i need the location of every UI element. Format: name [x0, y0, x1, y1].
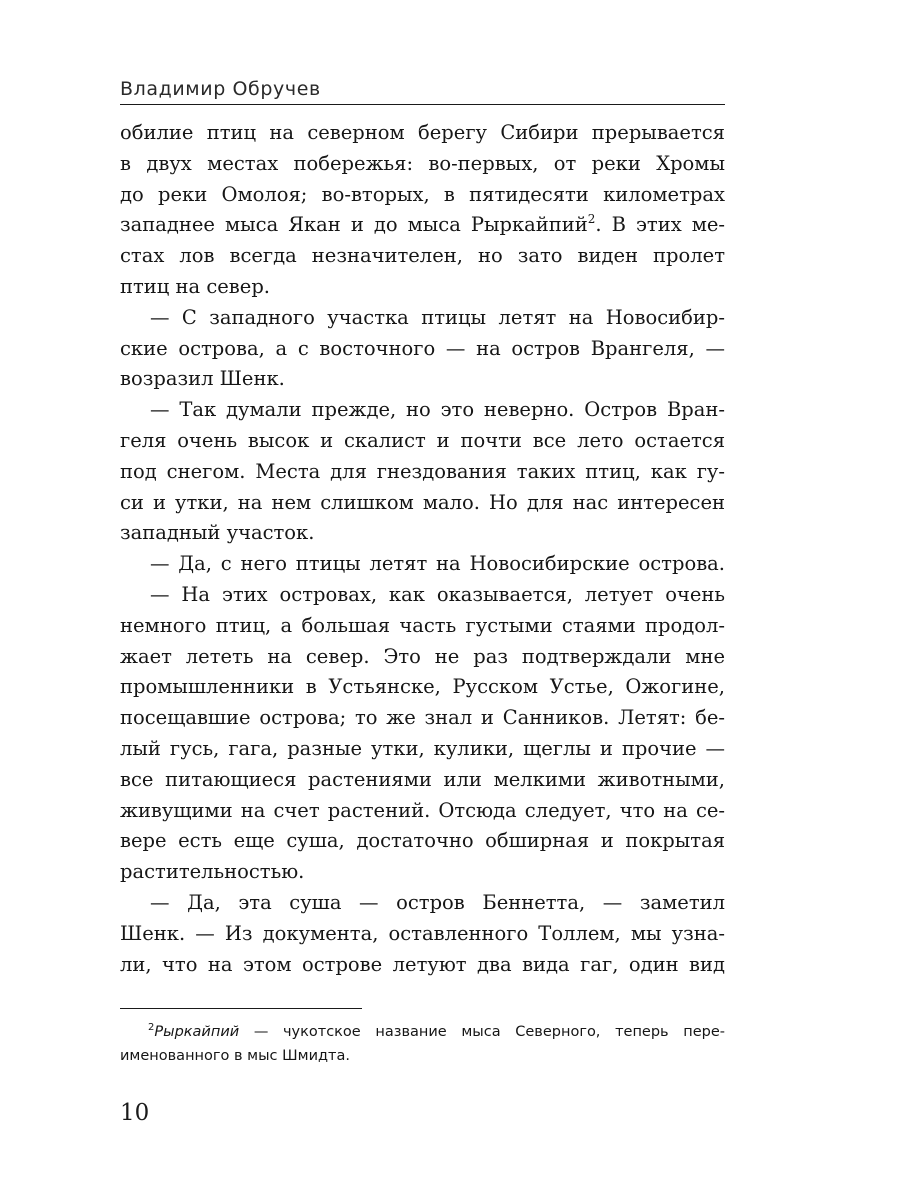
text-line: в двух местах побережья: во-первых, от реки Хромы	[120, 151, 725, 175]
page-number: 10	[120, 1100, 150, 1126]
footnote-line	[120, 1020, 725, 1044]
text-line-with-footnote-ref	[120, 210, 725, 241]
text-line: промышленники в Устьянске, Русском Устье, Ожогине,	[120, 675, 725, 699]
text-line: — На этих островах, как оказывается, летует очень	[150, 582, 725, 606]
text-line: си и утки, на нем слишком мало. Но для нас интересен	[120, 490, 725, 514]
text-line: Шенк. — Из документа, оставленного Толлем, мы узна-	[120, 921, 725, 945]
running-head-author: Владимир Обручев	[120, 78, 321, 100]
footnote-marker: 2	[148, 1022, 155, 1033]
text-line: стах лов всегда незначителен, но зато виден пролет	[120, 244, 725, 268]
footnote-text: — чукотское название мыса Северного, теперь пере-	[239, 1024, 725, 1040]
text-line: немного птиц, а большая часть густыми стаями продол-	[120, 613, 725, 637]
header-divider	[120, 104, 725, 105]
main-text	[120, 118, 725, 980]
text-line: посещавшие острова; то же знал и Санников. Летят: бе-	[120, 706, 725, 730]
text-line: под снегом. Места для гнездования таких птиц, как гу-	[120, 459, 725, 483]
text-line: западный участок.	[120, 521, 315, 545]
text-line: лый гусь, гага, разные утки, кулики, щеглы и прочие —	[120, 736, 725, 760]
text-line: — С западного участка птицы летят на Новосибир-	[150, 305, 725, 329]
text-line: геля очень высок и скалист и почти все лето остается	[120, 428, 725, 452]
text-line: птиц на север.	[120, 274, 271, 298]
text-line: — Да, эта суша — остров Беннетта, — заметил	[150, 890, 725, 914]
text-line: — Да, с него птицы летят на Новосибирские острова.	[150, 552, 725, 576]
footnote-reference[interactable]: 2	[587, 212, 596, 227]
text-line: живущими на счет растений. Отсюда следует, что на се-	[120, 798, 725, 822]
footnote	[120, 1020, 725, 1068]
text-line: обилие птиц на северном берегу Сибири прерывается	[120, 121, 725, 144]
text-line: все питающиеся растениями или мелкими животными,	[120, 767, 725, 791]
text-line: ли, что на этом острове летуют два вида гаг, один вид	[120, 952, 725, 976]
text-line: растительностью.	[120, 860, 305, 884]
text-line: — Так думали прежде, но это неверно. Остров Вран-	[150, 398, 725, 422]
text-line: до реки Омолоя; во-вторых, в пятидесяти километрах	[120, 182, 725, 206]
footnote-divider	[120, 1008, 362, 1009]
footnote-term: Рыркайпий	[154, 1024, 240, 1040]
text-fragment: . В этих ме-	[595, 213, 726, 237]
text-line: возразил Шенк.	[120, 367, 285, 391]
text-line: вере есть еще суша, достаточно обширная и покрытая	[120, 829, 725, 853]
text-fragment: западнее мыса Якан и до мыса Рыркайпий	[120, 213, 588, 237]
text-line: ские острова, а с восточного — на остров Врангеля, —	[120, 336, 725, 360]
footnote-line: именованного в мыс Шмидта.	[120, 1048, 350, 1064]
text-line: жает лететь на север. Это не раз подтверждали мне	[120, 644, 725, 668]
